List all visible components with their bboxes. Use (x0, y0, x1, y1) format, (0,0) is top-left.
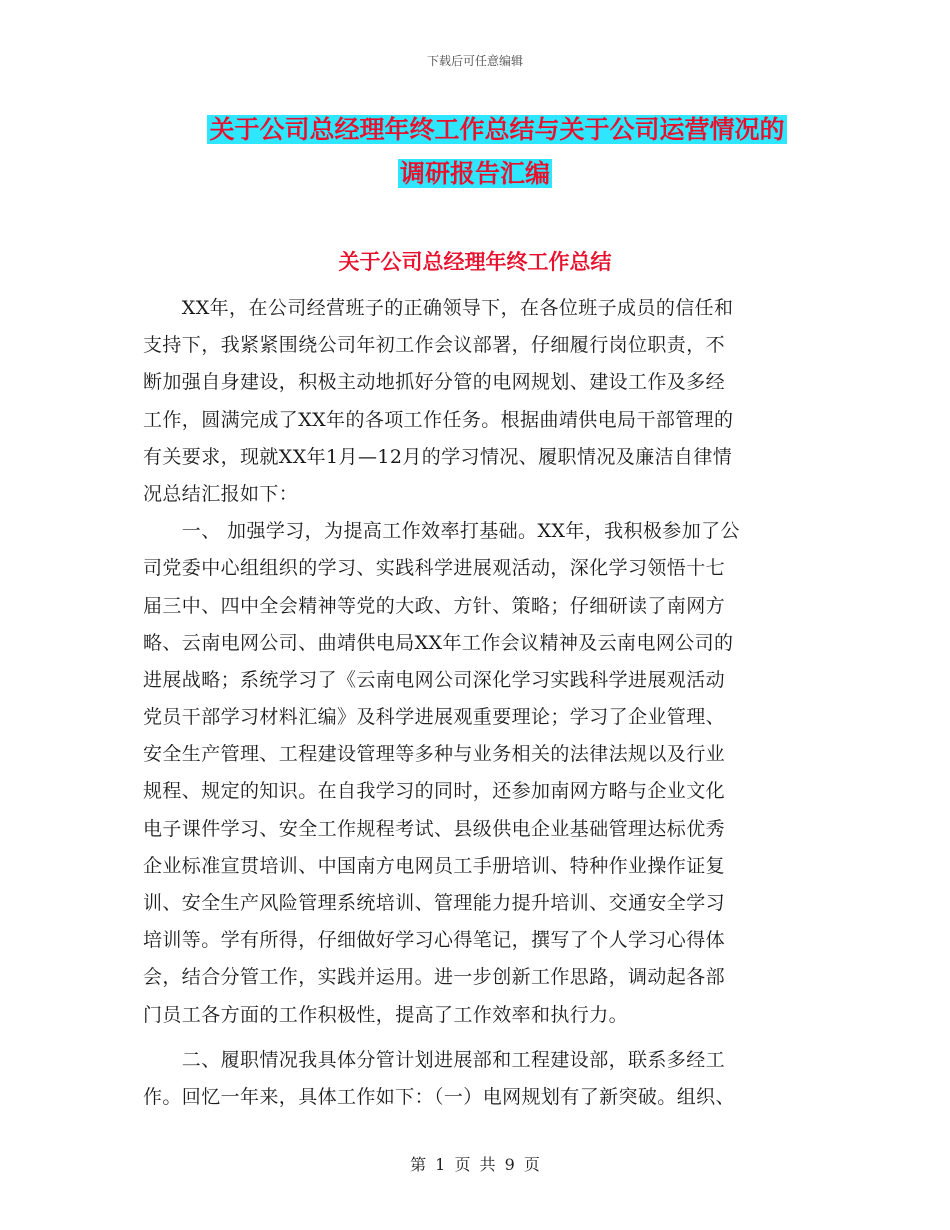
text-line: 况总结汇报如下： (143, 482, 299, 505)
paragraph-gap (143, 1034, 813, 1042)
text-line: 进展战略；系统学习了《云南电网公司深化学习实践科学进展观活动 (143, 668, 726, 691)
document-body (143, 290, 813, 1116)
header-note: 下载后可任意编辑 (426, 54, 523, 68)
text-line: 断加强自身建设，积极主动地抓好分管的电网规划、建设工作及多经 (143, 371, 726, 394)
text-line: 培训等。学有所得，仔细做好学习心得笔记，撰写了个人学习心得体 (143, 929, 726, 952)
document-title-line-1 (22, 112, 950, 148)
text-line: XX年，在公司经营班子的正确领导下，在各位班子成员的信任和 (143, 297, 734, 319)
section-title: 关于公司总经理年终工作总结 (338, 250, 612, 274)
text-line: 支持下，我紧紧围绕公司年初工作会议部署，仔细履行岗位职责，不 (143, 334, 726, 357)
text-line: 工作，圆满完成了XX年的各项工作任务。根据曲靖供电局干部管理的 (143, 408, 734, 431)
document-title-line-2 (0, 156, 950, 192)
text-line: 会，结合分管工作，实践并运用。进一步创新工作思路，调动起各部 (143, 966, 726, 989)
page-footer: 第 1 页 共 9 页 (410, 1155, 540, 1174)
title-highlight-2: 调研报告汇编 (399, 159, 550, 188)
text-line: 企业标准宣贯培训、中国南方电网员工手册培训、特种作业操作证复 (143, 854, 726, 877)
text-line: 作。回忆一年来，具体工作如下：（一）电网规划有了新突破。组织、 (143, 1085, 735, 1108)
text-line: 一、 加强学习，为提高工作效率打基础。XX年，我积极参加了公 (143, 520, 740, 543)
text-line: 党员干部学习材料汇编》及科学进展观重要理论；学习了企业管理、 (143, 706, 726, 729)
text-line: 有关要求，现就XX年1月—12月的学习情况、履职情况及廉洁自律情 (143, 445, 733, 468)
text-line: 二、履职情况我具体分管计划进展部和工程建设部，联系多经工 (143, 1048, 726, 1071)
text-line: 届三中、四中全会精神等党的大政、方针、策略；仔细研读了南网方 (143, 594, 726, 617)
text-line: 规程、规定的知识。在自我学习的同时，还参加南网方略与企业文化 (143, 780, 726, 803)
text-line: 门员工各方面的工作积极性，提高了工作效率和执行力。 (143, 1003, 629, 1026)
text-line: 司党委中心组组织的学习、实践科学进展观活动，深化学习领悟十七 (143, 557, 726, 580)
text-line: 安全生产管理、工程建设管理等多种与业务相关的法律法规以及行业 (143, 743, 726, 766)
text-line: 略、云南电网公司、曲靖供电局XX年工作会议精神及云南电网公司的 (143, 631, 734, 654)
text-line: 电子课件学习、安全工作规程考试、县级供电企业基础管理达标优秀 (143, 817, 726, 840)
paragraph-1 (143, 290, 813, 513)
paragraph-3 (143, 1042, 813, 1116)
text-line: 训、安全生产风险管理系统培训、管理能力提升培训、交通安全学习 (143, 892, 726, 914)
paragraph-2 (143, 513, 813, 1034)
title-highlight-1: 关于公司总经理年终工作总结与关于公司运营情况的 (209, 115, 785, 144)
